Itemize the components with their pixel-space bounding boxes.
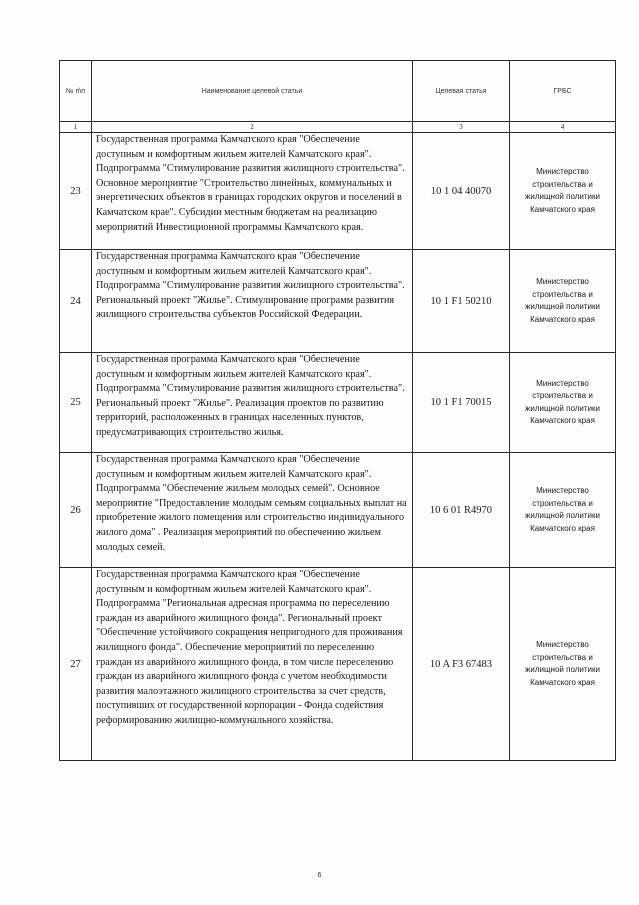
row-name: Государственная программа Камчатского края "Обеспечение доступным и комфортным жильем жителей Камчатского края". Подпрограмма "Стимулирование развития жилищного строительства". Региональный проект "Жилье". Стимулирование программ развития жилищного строительства субъектов Российской Федерации. (92, 250, 413, 353)
header-code: Целевая статья (413, 61, 510, 122)
header-name: Наименование целевой статьи (92, 61, 413, 122)
row-name: Государственная программа Камчатского края "Обеспечение доступным и комфортным жильем жителей Камчатского края". Подпрограмма "Региональная адресная программа по переселению граждан из аварийного жилищного фонда". Региональный проект "Обеспечение устойчивого сокращения непригодного для проживания жилищного фонда". Обеспечение мероприятий по переселению граждан из аварийного жилищного фонда, в том числе переселению граждан из аварийного жилищного фонда с учетом необходимости развития малоэтажного жилищного строительства за счет средств, поступивших от государственной корпорации - Фонда содействия реформированию жилищно-коммунального хозяйства. (92, 568, 413, 761)
row-number: 25 (60, 353, 92, 453)
row-name: Государственная программа Камчатского края "Обеспечение доступным и комфортным жильем жителей Камчатского края". Подпрограмма "Стимулирование развития жилищного строительства". Основное мероприятие "Строительство линейных, коммунальных и энергетических объектов в границах городских округов и поселений в Камчатском крае". Субсидии местным бюджетам на реализацию мероприятий Инвестиционной программы Камчатского края. (92, 133, 413, 250)
table-row (60, 453, 616, 568)
page-number: 6 (317, 872, 322, 879)
row-grbs: Министерство строительства и жилищной политики Камчатского края (510, 250, 616, 353)
row-code: 10 6 01 R4970 (413, 453, 510, 568)
table-row (60, 353, 616, 453)
column-index: 2 (92, 122, 413, 133)
column-index: 1 (60, 122, 92, 133)
row-grbs: Министерство строительства и жилищной политики Камчатского края (510, 353, 616, 453)
row-grbs: Министерство строительства и жилищной политики Камчатского края (510, 133, 616, 250)
table-row (60, 133, 616, 250)
row-code: 10 A F3 67483 (413, 568, 510, 761)
column-index-row (60, 122, 616, 133)
column-index: 4 (510, 122, 616, 133)
table-row (60, 250, 616, 353)
row-grbs: Министерство строительства и жилищной политики Камчатского края (510, 568, 616, 761)
row-code: 10 1 F1 50210 (413, 250, 510, 353)
header-grbs: ГРБС (510, 61, 616, 122)
column-index: 3 (413, 122, 510, 133)
row-name: Государственная программа Камчатского края "Обеспечение доступным и комфортным жильем жителей Камчатского края". Подпрограмма "Стимулирование развития жилищного строительства". Региональный проект "Жилье". Реализация проектов по развитию территорий, расположенных в границах населенных пунктов, предусматривающих строительство жилья. (92, 353, 413, 453)
targets-table (59, 60, 616, 761)
row-code: 10 1 04 40070 (413, 133, 510, 250)
table-header-row (60, 61, 616, 122)
row-number: 23 (60, 133, 92, 250)
table-row (60, 568, 616, 761)
row-number: 24 (60, 250, 92, 353)
row-name: Государственная программа Камчатского края "Обеспечение доступным и комфортным жильем жителей Камчатского края". Подпрограмма "Обеспечение жильем молодых семей". Основное мероприятие "Предоставление молодым семьям социальных выплат на приобретение жилого помещения или строительство индивидуального жилого дома" . Реализация мероприятий по обеспечению жильем молодых семей. (92, 453, 413, 568)
row-number: 26 (60, 453, 92, 568)
header-num: № п\п (60, 61, 92, 122)
row-number: 27 (60, 568, 92, 761)
row-code: 10 1 F1 70015 (413, 353, 510, 453)
row-grbs: Министерство строительства и жилищной политики Камчатского края (510, 453, 616, 568)
